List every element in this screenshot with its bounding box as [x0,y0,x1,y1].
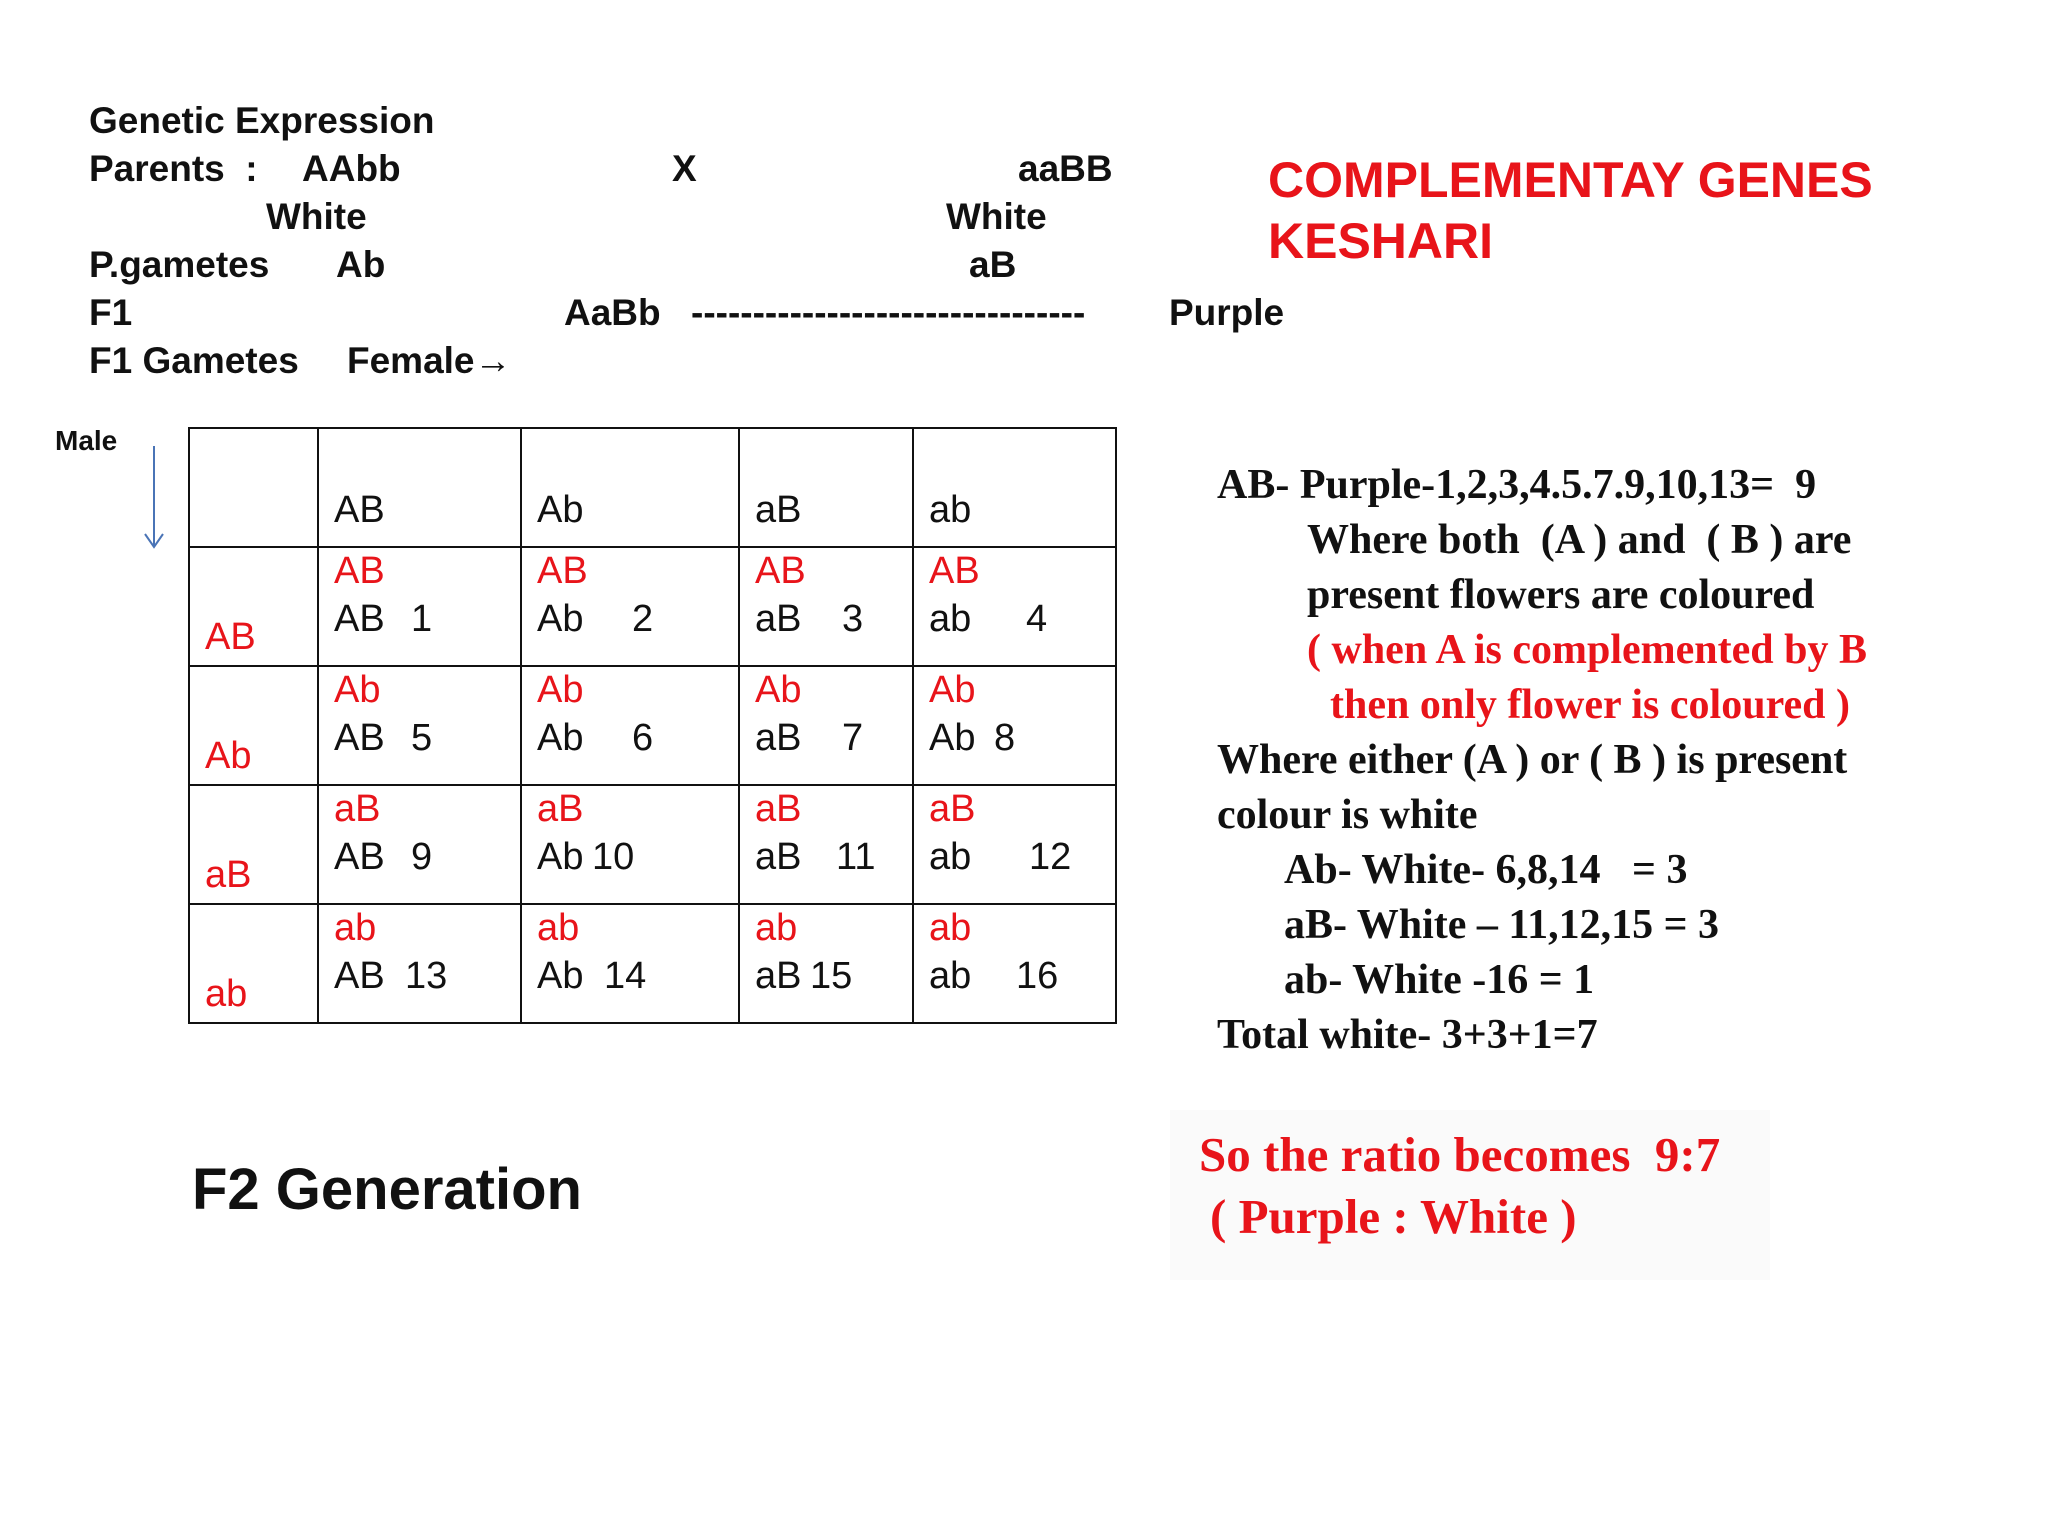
ratio-legend: ( Purple : White ) [1210,1189,1577,1244]
punnett-cell [521,785,739,904]
pgametes-label: P.gametes [89,244,270,285]
cell-female-gamete: ab [929,836,972,878]
f1-genotype: AaBb [564,292,661,333]
cell-male-gamete: Ab [537,669,584,711]
cell-male-gamete: Ab [929,669,976,711]
title-author: KESHARI [1268,213,1494,269]
cell-male-gamete: aB [334,788,381,830]
explanation-line: Where both (A ) and ( B ) are [1307,517,1852,563]
cell-number: 2 [632,598,654,640]
parent1-genotype: AAbb [302,148,401,189]
cell-number: 1 [411,598,433,640]
cell-female-gamete: AB [334,717,385,759]
cell-number: 15 [810,955,853,997]
explanation-white-ab-count: Ab- White- 6,8,14 = 3 [1284,847,1688,893]
punnett-cell [739,785,913,904]
punnett-header-row [189,428,1116,547]
cell-number: 10 [592,836,635,878]
heading-genetic-expression: Genetic Expression [89,100,435,141]
cell-female-gamete: AB [334,955,385,997]
punnett-cell [318,666,521,785]
explanation-white-aB-count: aB- White – 11,12,15 = 3 [1284,902,1720,948]
down-arrow-icon [144,446,164,550]
cell-male-gamete: AB [755,550,806,592]
parent1-phenotype: White [266,196,367,237]
cell-number: 4 [1026,598,1048,640]
cross-symbol: X [672,148,697,189]
cell-female-gamete: Ab [537,955,584,997]
pgamete2: aB [969,244,1017,285]
cell-female-gamete: aB [755,598,802,640]
cell-female-gamete: ab [929,955,972,997]
pgamete1: Ab [336,244,386,285]
punnett-cell [739,547,913,666]
column-header [521,428,739,547]
row-header-label: aB [205,854,252,896]
parent2-phenotype: White [946,196,1047,237]
parent2-genotype: aaBB [1018,148,1113,189]
cell-female-gamete: AB [334,598,385,640]
cell-female-gamete: AB [334,836,385,878]
row-header-label: AB [205,616,256,658]
row-header-label: ab [205,973,248,1015]
cell-male-gamete: aB [929,788,976,830]
parents-label: Parents : [89,148,258,189]
cell-male-gamete: aB [537,788,584,830]
cell-number: 8 [994,717,1016,759]
row-header [189,547,318,666]
punnett-cell [521,547,739,666]
f2-generation-label: F2 Generation [192,1157,582,1222]
cell-male-gamete: Ab [334,669,381,711]
punnett-cell [318,547,521,666]
punnett-cell [318,904,521,1023]
punnett-cell [739,666,913,785]
cell-number: 6 [632,717,654,759]
punnett-row [189,785,1116,904]
row-header [189,666,318,785]
cell-number: 5 [411,717,433,759]
cell-female-gamete: aB [755,955,802,997]
title-complementary-genes: COMPLEMENTAY GENES [1268,152,1873,208]
male-label: Male [55,425,118,456]
cell-female-gamete: aB [755,836,802,878]
cell-male-gamete: ab [755,907,798,949]
punnett-cell [913,666,1116,785]
cell-number: 3 [842,598,864,640]
cell-number: 13 [405,955,448,997]
punnett-cell [521,904,739,1023]
f1-label: F1 [89,292,133,333]
punnett-square [188,427,1117,1024]
explanation-total-white: Total white- 3+3+1=7 [1217,1012,1598,1058]
f1-phenotype: Purple [1169,292,1285,333]
cell-male-gamete: aB [755,788,802,830]
cell-male-gamete: AB [334,550,385,592]
cell-male-gamete: ab [334,907,377,949]
row-header [189,785,318,904]
cell-female-gamete: Ab [929,717,976,759]
column-header-label: aB [755,489,802,531]
cell-female-gamete: Ab [537,598,584,640]
explanation-line: Where either (A ) or ( B ) is present [1217,737,1848,783]
punnett-cell [913,547,1116,666]
punnett-cell [913,904,1116,1023]
column-header [739,428,913,547]
cell-female-gamete: Ab [537,836,584,878]
cell-female-gamete: aB [755,717,802,759]
cell-female-gamete: Ab [537,717,584,759]
cell-number: 16 [1016,955,1059,997]
ratio-conclusion: So the ratio becomes 9:7 [1199,1127,1721,1182]
cell-male-gamete: AB [929,550,980,592]
punnett-row [189,666,1116,785]
explanation-white-ab-lower-count: ab- White -16 = 1 [1284,957,1595,1003]
cell-number: 9 [411,836,433,878]
explanation-purple-count: AB- Purple-1,2,3,4.5.7.9,10,13= 9 [1217,462,1817,508]
f1-dashes: -------------------------------- [691,292,1086,333]
cell-number: 14 [604,955,647,997]
explanation-line: colour is white [1217,792,1478,838]
cell-number: 7 [842,717,864,759]
cell-female-gamete: ab [929,598,972,640]
explanation-note: then only flower is coloured ) [1330,682,1850,728]
row-header [189,904,318,1023]
cell-male-gamete: Ab [755,669,802,711]
cell-male-gamete: AB [537,550,588,592]
explanation-note: ( when A is complemented by B [1307,627,1868,673]
female-label: Female→ [347,340,512,381]
f1-gametes-label: F1 Gametes [89,340,299,381]
punnett-cell [913,785,1116,904]
column-header-label: Ab [537,489,584,531]
punnett-cell [739,904,913,1023]
explanation-line: present flowers are coloured [1307,572,1815,618]
punnett-cell [318,785,521,904]
row-header-label: Ab [205,735,252,777]
punnett-cell [521,666,739,785]
column-header [318,428,521,547]
column-header-label: ab [929,489,972,531]
cell-male-gamete: ab [537,907,580,949]
cell-male-gamete: ab [929,907,972,949]
corner-cell [189,428,318,547]
column-header-label: AB [334,489,385,531]
punnett-row [189,547,1116,666]
column-header [913,428,1116,547]
cell-number: 12 [1029,836,1072,878]
punnett-row [189,904,1116,1023]
cell-number: 11 [836,836,876,878]
